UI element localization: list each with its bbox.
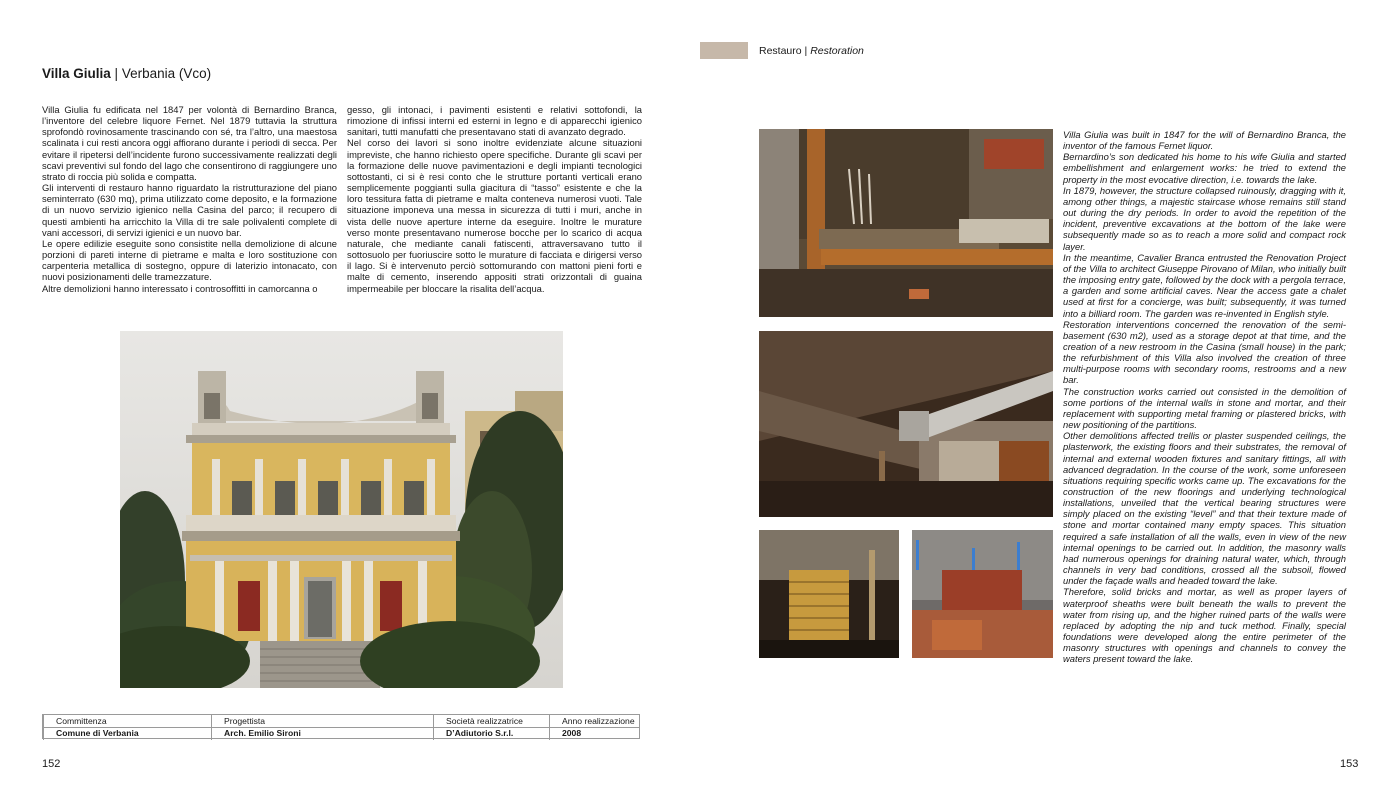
title-place: Verbania (Vco) — [121, 66, 212, 81]
credits-value: Comune di Verbania — [56, 728, 139, 738]
credits-header: Committenza — [56, 716, 107, 726]
english-text-column — [1063, 129, 1346, 665]
page-title — [42, 66, 211, 81]
credits-cell-year — [549, 715, 639, 740]
brick-underpinning-photo — [759, 530, 899, 658]
basement-room-photo — [912, 530, 1053, 658]
credits-header: Progettista — [224, 716, 266, 726]
credits-cell-client — [43, 715, 211, 740]
paragraph: Altre demolizioni hanno interessato i controsoffitti in camorcanna o — [42, 282, 318, 294]
paragraph: Other demolitions affected trellis or plaster suspended ceilings, the plasterwork, the existing floors and their substrates, the removal of internal and external wooden fixtures and sanitary fittings, all with advanced degradation. In the course of the work, some unforeseen situations requiring specific works came up. The excavations for the construction of the new floorings and underlying technological installations, unveiled that the vertical bearing structures were simply placed on the existing “level” and that their texture made of stone and mortar contained many empty spaces. This situation required a safe installation of all the walls, even in view of the new internal openings to be carried out. In addition, the masonry walls had numerous openings for draining natural water, which, through channels in very bad conditions, crossed all the subsoil, flowed under the façade walls and headed toward the lake. — [1063, 430, 1346, 587]
credits-header: Società realizzatrice — [446, 716, 523, 726]
paragraph: In 1879, however, the structure collapsed ruinously, dragging with it, among other things, a majestic staircase whose remains still stand out during the dry periods. In order to avoid the repetition of the incident, preventive excavations at the bottom of the lake were subsequently made so as to reach a more solid and compact rock layer. — [1063, 184, 1346, 252]
credits-value: 2008 — [562, 728, 582, 738]
paragraph: Restoration interventions concerned the renovation of the semi-basement (630 m2), used as a storage depot at that time, and the creation of a new restroom in the Casina (small house) in the park; the refurbishment of this Villa also involved the creation of three multi-purpose rooms with secondary rooms, restrooms and a new bar. — [1063, 318, 1346, 386]
section-label-en: Restoration — [810, 45, 864, 57]
paragraph: Villa Giulia fu edificata nel 1847 per volontà di Bernardino Branca, l’inventore del celebre liquore Fernet. Nel 1879 tuttavia la struttura sprofondò rovinosamente trascinando con sé, tra l’altro, una maestosa scalinata i cui resti ancora oggi affiorano durante i periodi di secca. Per evitare il ripetersi dell’incidente furono successivamente realizzati degli scavi preventivi sul fondo del lago che consentirono di raggiungere uno strato di roccia più solida e compatta. — [42, 104, 337, 182]
credits-table — [42, 714, 640, 739]
credits-cell-designer — [211, 715, 433, 740]
paragraph: Therefore, solid bricks and mortar, as well as proper layers of waterproof sheaths were built beneath the walls to prevent the water from rising up, and the higher ruined parts of the walls were replaced by adopting the nip and tuck method. Finally, special foundations were developed along the entire perimeter of the masonry structures with openings and channels to convey the waters present toward the lake. — [1063, 586, 1346, 665]
paragraph: Gli interventi di restauro hanno riguardato la ristrutturazione del piano seminterrato (630 mq), prima utilizzato come deposito, e la formazione di un nuovo servizio igienico nella Casina del parco; il recupero di questi ambienti ha arricchito la Villa di tre sale polivalenti complete di vani accessori, di servizi igienici e un nuovo bar. — [42, 182, 337, 238]
credits-cell-contractor — [433, 715, 549, 740]
credits-value: D’Adiutorio S.r.l. — [446, 728, 514, 738]
paragraph: In the meantime, Cavalier Branca entrusted the Renovation Project of the Villa to architect Giuseppe Pirovano of Milan, who initially built the imposing entry gate, followed by the dock with a pergola terrace, a garden and some artificial caves. Near the access gate a chalet used at first for a concierge, was built; subsequently, it was turned into a billiard room. The garden was re-invented in English style. — [1063, 251, 1346, 319]
basement-digger-photo — [759, 331, 1053, 517]
section-separator: | — [804, 45, 808, 57]
title-separator: | — [114, 66, 119, 81]
section-header — [759, 45, 864, 57]
excavation-photo — [759, 129, 1053, 317]
credits-header: Anno realizzazione — [562, 716, 635, 726]
paragraph: gesso, gli intonaci, i pavimenti esistenti e relativi sottofondi, la rimozione di infissi interni ed esterni in legno e di apparecchi igienico sanitari, tutti manufatti che presentavano stati di avanzato degrado. — [347, 104, 642, 138]
paragraph: Villa Giulia was built in 1847 for the will of Bernardino Branca, the inventor of the famous Fernet liquor. — [1063, 129, 1346, 152]
paragraph: The construction works carried out consisted in the demolition of some portions of the internal walls in stone and mortar, and their replacement with supporting metal framing or plastered bricks, with new positioning of the partitions. — [1063, 385, 1346, 431]
page-number-right: 153 — [1340, 758, 1359, 770]
paragraph: Bernardino’s son dedicated his home to his wife Giulia and started embellishment and enlargement works: he tried to extend the property in the most evocative direction, i.e. towards the lake. — [1063, 151, 1346, 185]
italian-text-column-2 — [347, 104, 642, 294]
section-color-tab — [700, 42, 748, 59]
title-name: Villa Giulia — [42, 66, 111, 81]
paragraph: Le opere edilizie eseguite sono consistite nella demolizione di alcune porzioni di pareti interne di pietrame e malta e loro sostituzione con carpenteria metallica di sostegno, oppure di laterizio intonacato, con nuovi posizionamenti delle tramezzature. — [42, 237, 337, 283]
section-label: Restauro — [759, 45, 802, 57]
villa-facade-photo — [120, 331, 563, 688]
right-page — [700, 0, 1400, 807]
paragraph: Nel corso dei lavori si sono inoltre evidenziate alcune situazioni impreviste, che hanno richiesto opere specifiche. Durante gli scavi per la formazione delle nuove pavimentazioni e degli impianti tecnologici sottostanti, ci si è resi conto che le strutture portanti verticali erano semplicemente poggianti sulla giacitura di “tasso” esistente e che la loro tessitura fatta di pietrame e malta conteneva numerosi vuoti. Tale situazione imponeva una messa in sicurezza di tutti i muri, anche in vista delle nuove aperture interne da eseguire. Inoltre le murature verso monte presentavano numerose bocche per lo scarico di acqua naturale, che mediante canali fatiscenti, attraversavano tutto il sottosuolo per fuoriuscire sotto le murature di facciata e dirigersi verso il lago. Si è intervenuto perciò sottomurando con mattoni pieni forti e malte di cemento, inserendo appositi strati orizzontali di guaina impermeabile per bloccare la risalita dell’acqua. — [347, 137, 642, 294]
credits-value: Arch. Emilio Sironi — [224, 728, 301, 738]
page-number-left: 152 — [42, 758, 61, 770]
italian-text-column-1 — [42, 104, 337, 294]
